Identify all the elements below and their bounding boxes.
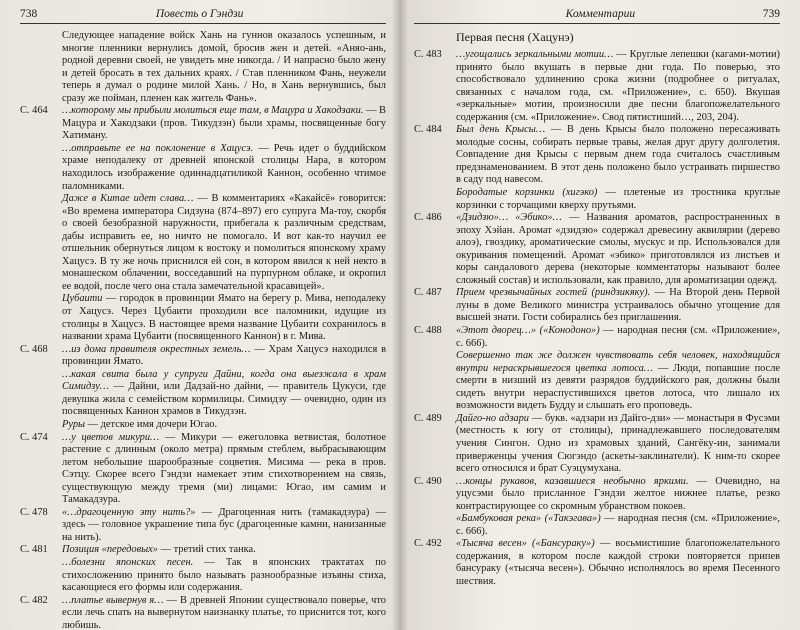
page-reference: С. 478	[20, 506, 48, 518]
comment-entry	[20, 105, 386, 143]
page-reference: С. 486	[414, 212, 442, 224]
comment-entry	[414, 325, 780, 350]
comment-entry	[20, 557, 386, 595]
comment-entry	[414, 212, 780, 287]
comment-text	[62, 193, 386, 293]
comment-entry	[20, 544, 386, 557]
running-title: Повесть о Гэндзи	[155, 8, 244, 20]
explanation: — плетеные из тростника круглые корзинки с торчащими кверху прутьями.	[456, 187, 781, 211]
explanation: — В древней Японии существовало поверье, что если лечь спать на вывернутом наизнанку платье, то приснится тот, кого любишь.	[62, 594, 386, 630]
page-reference	[20, 30, 62, 105]
quoted-phrase: Позиция «передовых»	[62, 544, 158, 556]
page-reference	[20, 293, 62, 343]
page-reference	[414, 513, 456, 538]
comment-text	[456, 287, 780, 325]
page-reference	[414, 350, 456, 413]
explanation: — букв. «адзари из Дайго-дзи» — монастыря в Фусэми (местность к югу от столицы), принадлежавшего последователям учения Сингон. Одно из храмовых зданий, Сангёку-ин, занимали приверженцы учения Сюгэндо (аскеты-заклинатели). К ним-то скорее всего относился и брат Суэцумухана.	[456, 412, 780, 475]
comment-entry	[414, 350, 780, 413]
comment-text	[62, 293, 386, 343]
comment-text	[456, 187, 780, 212]
explanation: — Микури — ежеголовка ветвистая, болотное растение с длинным (около метра) прямым стеблем, выбрасывающим летом небольшие шарообразные соцветия. Мисима — река в пров. Сэтцу. Скорее всего Гэндзи намекает этим стихотворением на связь, существующую между тремя (ми) лицами: Югао, им самим и Тамакадзура.	[62, 431, 386, 506]
quoted-phrase: …какая свита была у супруги Дайни, когда она выезжала в храм Симидзу…	[62, 368, 386, 393]
quoted-phrase: Дайго-но адзари	[456, 412, 529, 424]
comment-text	[456, 212, 780, 287]
explanation: — восьмистишие благопожелательного содержания, в котором после каждой строки повторяется припев бансураку («тысяча весен»). Обычно исполнялось во время Песенного шествия.	[456, 538, 780, 587]
comment-text	[456, 413, 780, 476]
quoted-phrase: Бородатые корзинки (хигэко)	[456, 187, 598, 199]
explanation: — Речь идет о буддийском храме неподалеку от древней японской столицы Нара, в котором находилось изображение одиннадцатиликой Каннон, особенно чтимое паломниками.	[62, 142, 386, 192]
comment-text	[62, 105, 386, 143]
explanation: — В день Крысы было положено пересаживать молодые сосны, собирать первые травы, желая друг другу долголетия. Совпадение дня Крысы с первым днем года считалось счастливым предзнаменованием. В этот день положено было устраивать пиршество в саду под навесом.	[456, 124, 780, 186]
explanation: — Храм Хацусэ находился в провинции Ямато.	[62, 343, 386, 368]
quoted-phrase: …отправьте ее на поклонение в Хацусэ.	[62, 142, 254, 154]
comment-text	[456, 513, 780, 538]
page-reference: С. 474	[20, 431, 48, 443]
page-reference	[20, 419, 62, 432]
page-reference: С. 468	[20, 343, 48, 355]
section-title: Первая песня (Хацунэ)	[456, 30, 574, 44]
comment-text	[62, 369, 386, 419]
comment-text	[62, 30, 386, 105]
comment-entry	[20, 193, 386, 293]
comment-entry	[414, 49, 780, 124]
quoted-phrase: «Этот дворец…» («Конодоно»)	[456, 325, 600, 337]
left-page-header	[20, 8, 386, 24]
page-reference: С. 483	[414, 49, 442, 60]
quoted-phrase: …из дома правителя окрестных земель…	[62, 343, 251, 355]
comment-entry	[414, 538, 780, 588]
page-reference	[20, 369, 62, 419]
comment-text	[62, 419, 386, 432]
comment-entry	[414, 513, 780, 538]
quoted-phrase: …концы рукавов, казавшиеся необычно яркими.	[456, 475, 689, 487]
comment-entry	[20, 419, 386, 432]
quoted-phrase: …угощались зеркальными мотии…	[456, 49, 614, 60]
comment-text	[62, 507, 386, 545]
page-reference: С. 481	[20, 544, 48, 556]
comment-entry	[414, 413, 780, 476]
comment-entry	[20, 30, 386, 105]
page-reference: С. 464	[20, 105, 48, 117]
explanation: — народная песня (см. «Приложение», с. 666).	[456, 325, 781, 349]
quoted-phrase: «Дзидзю»… «Эбико»…	[456, 212, 562, 224]
comment-entry	[20, 507, 386, 545]
comment-text	[62, 143, 386, 193]
left-page-body	[20, 30, 386, 630]
quoted-phrase: Даже в Китае идет слава…	[62, 193, 194, 205]
comment-entry	[20, 432, 386, 507]
comment-text	[62, 344, 386, 369]
quoted-phrase: …которому мы прибыли молиться еще там, в Мацура и Хакодзаки.	[62, 105, 364, 117]
comment-text	[456, 124, 780, 187]
quoted-phrase: «Тысяча весен» («Бансураку»)	[456, 538, 595, 550]
quoted-phrase: Руры	[62, 418, 86, 430]
quoted-phrase: …болезни японских песен.	[62, 556, 194, 568]
quoted-phrase: Цубаити	[62, 293, 103, 305]
explanation: — Названия ароматов, распространенных в эпоху Хэйан. Аромат «дзидзю» содержал древесину аквилярии (дерево алоэ), гвоздику, ароматические смолы, мускус и пр. Использовался для окуривания помещений. Аромат «эбико» приготовлялся из листьев и коры сандалового дерева (некоторые комментаторы называют более сложный состав) и использовали, как правило, для ароматизации одежд.	[456, 212, 780, 286]
explanation: — народная песня (см. «Приложение», с. 666).	[456, 513, 780, 537]
page-reference: С. 488	[414, 325, 442, 337]
comment-text	[62, 557, 386, 595]
quoted-phrase: …у цветов микури…	[62, 431, 160, 443]
page-reference: С. 492	[414, 538, 442, 550]
quoted-phrase: Был день Крысы…	[456, 124, 546, 136]
comment-entry	[414, 476, 780, 514]
page-reference: С. 490	[414, 475, 442, 487]
comment-text	[456, 350, 780, 413]
page-reference	[20, 557, 62, 595]
comment-text	[456, 538, 780, 588]
comment-entry	[20, 143, 386, 193]
quoted-phrase: Прием чрезвычайных гостей (риндзикяку).	[456, 287, 651, 299]
comment-entry	[20, 344, 386, 369]
right-page	[400, 0, 800, 630]
page-reference	[414, 187, 456, 212]
explanation: — В комментариях «Какайсё» говорится: «Во времена императора Сидзуна (874–897) его супруга Ма-тоу, скорбя о своей безобразной наружности, прибегала к различным средствам, дабы исправить ее, но ничто не помогало. И вот как-то научил ее отшельник обернуться лицом к востоку и помолиться японскому храму Хацусэ. В ту же ночь приснился ей сон, в котором явился к ней некто в монашеском облачении, восседавший на пурпурном облаке, и окропил ее водой, после чего она стала замечательной красавицей».	[62, 193, 386, 292]
explanation: — На Второй день Первой луны в доме Великого министра устраивалось обычно угощение для высшей знати. Гости собирались без приглашения.	[456, 287, 780, 324]
explanation: — Круглые лепешки (кагами-мотии) принято было вкушать в первые дни года. По поверью, это способствовало удлинению срока жизни (подробнее о ритуалах, связанных с началом года, см. «Приложение», с. 650). Вкушая «зеркальные» мотии, произносили две песни благопожелательного содержания (см. «Приложение». Свод пятистиший…, 203, 204).	[456, 49, 780, 123]
page-number: 739	[762, 8, 780, 20]
explanation: — городок в провинции Ямато на берегу р. Мива, неподалеку от Хацусэ. Через Цубаити проходили все паломники, идущие из столицы в Хацусэ. В настоящее время название Цубаити сохранилось в названии храма Цубаити (посвященного Каннон) в г. Мива.	[62, 293, 386, 343]
explanation: — третий стих танка.	[158, 544, 256, 556]
comment-entry	[20, 595, 386, 630]
running-title: Комментарии	[565, 8, 636, 20]
quoted-phrase: «Бамбуковая река» («Такэгава»)	[456, 513, 601, 525]
explanation: — Дайни, или Дадзай-но дайни, — правитель Цукуси, где девушка жила с семейством кормилицы. Симидзу — очевидно, один из посвященных Каннон храмов в Тикудзэн.	[62, 381, 386, 418]
right-page-body	[414, 49, 780, 589]
explanation: — Драгоценная нить (тамакадзура) — здесь — головное украшение типа бус (драгоценные камни, нанизанные на нить).	[62, 506, 386, 543]
quoted-phrase: «…драгоценную эту нить?»	[62, 506, 196, 518]
comment-text	[456, 325, 780, 350]
comment-entry	[414, 187, 780, 212]
comment-entry	[414, 287, 780, 325]
comment-text	[62, 432, 386, 507]
explanation: — В Мацура и Хакодзаки (пров. Тикудзэн) были храмы, посвященные богу Хатиману.	[62, 105, 386, 142]
page-reference: С. 484	[414, 124, 442, 136]
explanation: Следующее нападение войск Хань на гуннов оказалось успешным, и многие пленники вернулись домой, бросив жен и детей. «Аняо-ань, родной деревни своей, не увидеть мне никогда. / И напрасно было жену и детей бросать в тех дальних краях. / Став пленником Фань, неужели теперь я думал о родине милой Хань. / Но, в Хань вернувшись, был сразу же пойман, пленен как житель Фань».	[62, 30, 386, 104]
page-reference: С. 487	[414, 287, 442, 299]
right-page-header	[414, 8, 780, 24]
page-reference: С. 489	[414, 412, 442, 424]
page-reference: С. 482	[20, 594, 48, 606]
page-number: 738	[20, 8, 38, 20]
comment-text	[456, 476, 780, 514]
explanation: — Люди, попавшие после смерти в низший из девяти разрядов буддийского рая, должны были сидеть внутри нераспустившихся цветов лотоса, что лишало их возможности видеть Будду и слышать его проповедь.	[456, 362, 780, 412]
page-reference	[20, 193, 62, 293]
explanation: — детское имя дочери Югао.	[85, 418, 218, 430]
comment-text	[456, 49, 780, 124]
comment-text	[62, 595, 386, 630]
quoted-phrase: Совершенно так же должен чувствовать себя человек, находящийся внутри нераскрывшегося цветка лотоса…	[456, 350, 780, 374]
comment-entry	[20, 369, 386, 419]
comment-text	[62, 544, 386, 557]
quoted-phrase: …платье вывернув я…	[62, 594, 164, 606]
page-reference	[20, 143, 62, 193]
explanation: — Так в японских трактатах по стихосложению принято было называть разнообразные изъяны стиха, касающиеся его формы или содержания.	[62, 556, 386, 594]
comment-entry	[414, 124, 780, 187]
comment-entry	[20, 293, 386, 343]
explanation: — Очевидно, на уцусэми было присланное Гэндзи желтое нижнее платье, резко контрастирующее со скромным убранством покоев.	[456, 475, 780, 512]
